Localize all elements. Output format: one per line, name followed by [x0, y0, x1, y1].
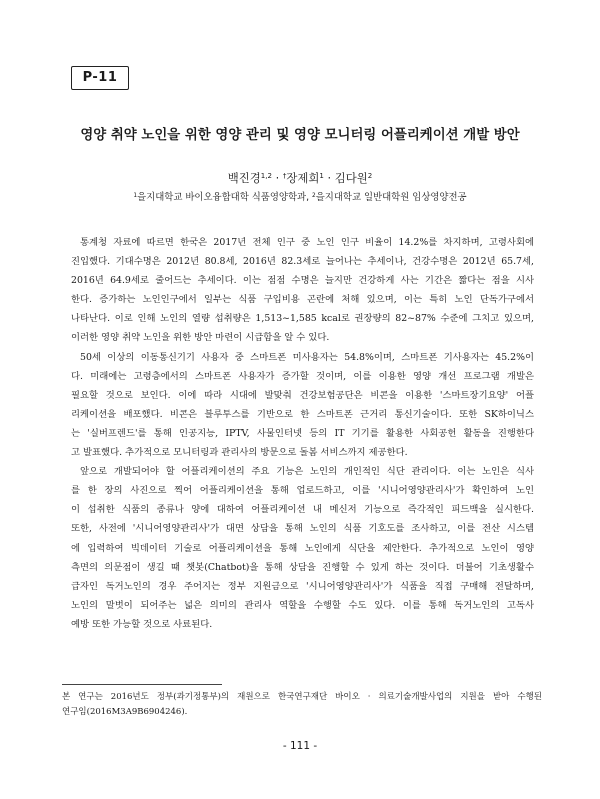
text-line: 측면의 의문점이 생길 때 챗봇(Chatbot)을 통해 상담을 진행할 수 있게 하는 것이다. 더불어 기초생활수 — [71, 561, 534, 573]
corresponding-author-mark: † — [282, 171, 287, 181]
author-name: 김다원 — [334, 171, 368, 185]
footnote-line: 본 연구는 2016년도 정부(과기정통부)의 재원으로 한국연구재단 바이오 · 의료기술개발사업의 지원을 받아 수행된 — [62, 692, 542, 702]
text-line: 또한, 사전에 '시니어영양관리사'가 대면 상담을 통해 노인의 식품 기호도를 조사하고, 이를 전산 시스템 — [71, 523, 534, 535]
affiliation-text: 을지대학교 일반대학원 임상영양전공 — [315, 192, 467, 203]
author-affil-sup: 2 — [367, 171, 373, 181]
text-line: 나타난다. 이로 인해 노인의 열량 섭취량은 1,513~1,585 kcal로 권장량의 82~87% 수준에 그치고 있으며, — [71, 313, 534, 325]
text-line: 급자인 독거노인의 경우 주어지는 정부 지원금으로 '시니어영양관리사'가 식품을 직접 구매해 전달하며, — [71, 580, 534, 592]
text-line: 필요할 것으로 보인다. 이에 따라 시대에 발맞춰 건강보험공단은 비콘을 이용한 '스마트장기요양' 어플 — [71, 389, 534, 401]
page-number: - 111 - — [282, 740, 318, 752]
affiliation-number: 1 — [133, 192, 138, 199]
text-line: 예방 또한 가능할 것으로 사료된다. — [71, 618, 213, 630]
text-line: 노인의 말벗이 되어주는 넓은 의미의 관리사 역할을 수행할 수도 있다. 이를 통해 독거노인의 고독사 — [71, 599, 534, 611]
body-paragraph — [71, 348, 534, 463]
text-line: 통계청 자료에 따르면 한국은 2017년 전체 인구 중 노인 인구 비율이 14.2%를 차지하며, 고령사회에 — [80, 237, 534, 248]
author-name: 백진경 — [227, 171, 261, 185]
paper-code-badge: P-11 — [71, 66, 129, 90]
text-line: 앞으로 개발되어야 할 어플리케이션의 주요 기능은 노인의 개인적인 식단 관리이다. 이는 노인은 식사 — [80, 466, 534, 478]
text-line: 를 한 장의 사진으로 찍어 어플리케이션을 통해 업로드하고, 이를 '시니어영양관리사'가 확인하여 노인 — [71, 485, 534, 497]
author-separator: · — [323, 171, 335, 185]
text-line: 한다. 증가하는 노인인구에서 일부는 식품 구입비용 곤란에 처해 있으며, 이는 특히 노인 단독가구에서 — [71, 294, 534, 306]
body-paragraph — [71, 233, 534, 348]
affiliation-number: 2 — [312, 192, 316, 199]
author-affil-sup: 1 — [319, 171, 324, 181]
author-name: 장제희 — [286, 171, 320, 185]
footnote-divider — [62, 684, 222, 685]
text-line: 고 발표했다. 추가적으로 모니터링과 관리사의 방문으로 돌봄 서비스까지 제공한다. — [71, 447, 408, 459]
funding-footnote — [62, 690, 542, 720]
text-line: 50세 이상의 이동통신기기 사용자 중 스마트폰 미사용자는 54.8%이며, 스마트폰 기사용자는 45.2%이 — [80, 351, 534, 363]
text-line: 리케이션을 배포했다. 비콘은 블루투스를 기반으로 한 스마트폰 근거리 통신기술이다. 또한 SK하이닉스 — [71, 408, 534, 420]
author-affil-sup: 1,2 — [260, 171, 272, 181]
author-list — [0, 170, 600, 186]
affiliations — [0, 191, 600, 205]
text-line: 는 '실버프렌드'를 통해 인공지능, IPTV, 사물인터넷 등의 IT 기기를 활용한 사회공헌 활동을 진행한다 — [71, 427, 534, 439]
author-separator: · — [271, 171, 283, 185]
text-line: 이러한 영양 취약 노인을 위한 방안 마련이 시급함을 알 수 있다. — [71, 332, 330, 344]
paper-title: 영양 취약 노인을 위한 영양 관리 및 영양 모니터링 어플리케이션 개발 방안 — [80, 128, 520, 143]
text-line: 다. 미래에는 고령층에서의 스마트폰 사용자가 증가할 것이며, 이를 이용한 영양 개선 프로그램 개발은 — [71, 370, 534, 382]
affiliation-text: 을지대학교 바이오융합대학 식품영양학과, — [137, 192, 313, 203]
text-line: 진입했다. 기대수명은 2012년 80.8세, 2016년 82.3세로 늘어나는 추세이나, 건강수명은 2012년 65.7세, — [71, 256, 534, 268]
abstract-body — [71, 233, 534, 634]
text-line: 에 입력하여 빅데이터 기술로 어플리케이션을 통해 노인에게 식단을 제안한다. 추가적으로 노인이 영양 — [71, 542, 534, 554]
text-line: 2016년 64.9세로 줄어드는 추세이다. 이는 점점 수명은 늘지만 건강하게 사는 기간은 짧다는 점을 시사 — [71, 275, 534, 287]
body-paragraph — [71, 462, 534, 634]
text-line: 이 섭취한 식품의 종류나 양에 대하여 어플리케이션 내 메신저 기능으로 즉각적인 피드백을 실시한다. — [71, 504, 534, 516]
footnote-line: 연구임(2016M3A9B6904246). — [62, 707, 188, 717]
